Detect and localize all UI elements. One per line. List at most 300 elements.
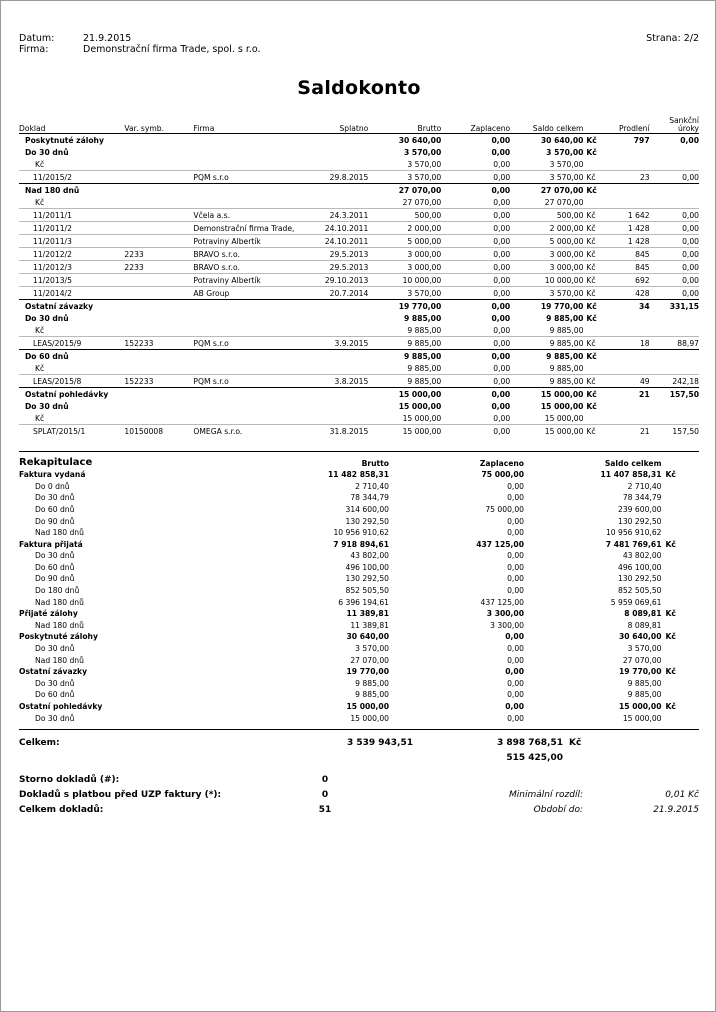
cell-saldo: 3 570,00 [510, 170, 583, 183]
recap-cell-label: Nad 180 dnů [35, 655, 84, 665]
recap-cell-zaplaceno: 0,00 [505, 667, 524, 677]
table-row [19, 336, 699, 349]
cell-currency: Kč [583, 336, 606, 349]
cell-zaplaceno: 0,00 [441, 286, 510, 299]
period-value: 21.9.2015 [653, 805, 699, 816]
cell-firma: OMEGA s.r.o. [193, 424, 305, 437]
cell-brutto: 10 000,00 [368, 273, 441, 286]
cell-currency [583, 196, 606, 209]
cell-zaplaceno: 0,00 [441, 170, 510, 183]
cell-uroky: 0,00 [650, 208, 699, 221]
cell-firma [193, 196, 305, 209]
col-sankcni: Sankční [669, 116, 699, 125]
cell-splatno: 29.10.2013 [305, 273, 368, 286]
celkem-brutto: 3 539 943,51 [346, 737, 413, 748]
recap-row [19, 572, 699, 584]
cell-firma: BRAVO s.r.o. [193, 260, 305, 273]
cell-splatno [305, 400, 368, 412]
recap-cell-saldo: 9 885,00 [627, 678, 662, 688]
cell-brutto: 9 885,00 [368, 374, 441, 387]
cell-uroky: 0,00 [650, 170, 699, 183]
cell-saldo: 15 000,00 [544, 414, 584, 424]
recap-cell-label: Do 60 dnů [35, 562, 75, 572]
recap-cell-currency [662, 502, 700, 514]
recap-cell-brutto: 3 570,00 [355, 644, 389, 654]
recap-group-row [19, 607, 699, 619]
table-group-row [19, 133, 699, 146]
cell-doklad: 11/2011/1 [19, 208, 124, 221]
col-splatno: Splatno [339, 123, 369, 133]
cell-firma: AB Group [193, 286, 305, 299]
recap-cell-label: Do 0 dnů [35, 481, 70, 491]
recap-body [19, 468, 699, 723]
cell-brutto: 9 885,00 [407, 326, 442, 336]
recap-cell-saldo: 130 292,50 [618, 516, 662, 526]
recap-cell-label: Do 90 dnů [35, 516, 75, 526]
footer-table [19, 773, 699, 818]
recap-cell-saldo: 2 710,40 [627, 481, 662, 491]
recap-cell-saldo: 496 100,00 [618, 562, 662, 572]
recap-cell-currency: Kč [665, 539, 676, 549]
cell-zaplaceno: 0,00 [493, 364, 511, 374]
total-docs-value: 51 [318, 805, 332, 816]
recap-section [19, 451, 699, 723]
cell-prodleni [606, 412, 650, 425]
cell-prodleni [606, 158, 650, 171]
cell-doklad: Do 30 dnů [25, 402, 69, 412]
cell-doklad: Do 30 dnů [25, 314, 69, 324]
cell-firma [193, 349, 305, 362]
cell-saldo: 9 885,00 [546, 314, 584, 324]
recap-cell-brutto: 19 770,00 [346, 667, 389, 677]
cell-doklad: Ostatní závazky [19, 299, 124, 312]
cell-zaplaceno: 0,00 [441, 260, 510, 273]
cell-splatno: 3.8.2015 [305, 374, 368, 387]
recap-cell-currency [662, 479, 700, 491]
cell-splatno [305, 158, 368, 171]
page-title: Saldokonto [297, 77, 421, 99]
cell-splatno: 24.10.2011 [305, 221, 368, 234]
recap-cell-brutto: 11 389,81 [350, 620, 389, 630]
table-row [19, 424, 699, 437]
recap-cell-label: Ostatní pohledávky [19, 702, 103, 711]
recap-row [19, 526, 699, 538]
cell-splatno [305, 387, 368, 400]
recap-row [19, 711, 699, 723]
cell-brutto: 30 640,00 [368, 133, 441, 146]
cell-prodleni: 1 642 [606, 208, 650, 221]
cell-var-symb [124, 133, 193, 146]
cell-prodleni: 1 428 [606, 221, 650, 234]
cell-zaplaceno: 0,00 [491, 402, 511, 412]
cell-splatno: 29.8.2015 [305, 170, 368, 183]
table-body [19, 133, 699, 437]
cell-doklad: Poskytnuté zálohy [19, 133, 124, 146]
cell-prodleni: 845 [606, 260, 650, 273]
cell-zaplaceno: 0,00 [493, 198, 511, 208]
recap-cell-brutto: 15 000,00 [350, 713, 389, 723]
cell-brutto: 15 000,00 [402, 414, 442, 424]
recap-group-row [19, 665, 699, 677]
storno-value: 0 [321, 775, 329, 786]
cell-brutto: 15 000,00 [398, 402, 442, 412]
recap-cell-zaplaceno: 75 000,00 [485, 504, 524, 514]
cell-uroky: 88,97 [650, 336, 699, 349]
table-group-row [19, 349, 699, 362]
recap-cell-currency: Kč [665, 702, 676, 711]
cell-currency: Kč [583, 349, 606, 362]
cell-doklad: Nad 180 dnů [19, 183, 124, 196]
recap-row [19, 641, 699, 653]
recap-cell-label: Faktura vydaná [19, 470, 86, 480]
cell-saldo: 9 885,00 [549, 364, 584, 374]
recap-cell-brutto: 6 396 194,61 [338, 597, 389, 607]
cell-var-symb: 2233 [124, 247, 193, 260]
cell-uroky: 0,00 [650, 286, 699, 299]
cell-uroky [650, 312, 699, 324]
recap-cell-currency: Kč [665, 667, 676, 677]
cell-firma [193, 387, 305, 400]
table-header-row [19, 117, 699, 133]
cell-saldo: 27 070,00 [510, 183, 583, 196]
table-subtotal-row [19, 196, 699, 209]
table-row [19, 247, 699, 260]
cell-doklad: Kč [35, 198, 45, 208]
recap-cell-currency [662, 491, 700, 503]
cell-zaplaceno: 0,00 [441, 299, 510, 312]
cell-uroky: 0,00 [650, 221, 699, 234]
cell-uroky [650, 324, 699, 337]
cell-var-symb [124, 299, 193, 312]
cell-zaplaceno: 0,00 [441, 336, 510, 349]
cell-saldo: 3 570,00 [510, 286, 583, 299]
cell-firma: Potraviny Albertík [193, 234, 305, 247]
recap-cell-saldo: 8 089,81 [627, 620, 662, 630]
col-brutto: Brutto [417, 123, 442, 133]
footer-row-docs [19, 803, 699, 818]
cell-currency: Kč [586, 148, 597, 158]
recap-cell-saldo: 43 802,00 [622, 551, 662, 561]
cell-uroky: 242,18 [650, 374, 699, 387]
cell-saldo: 19 770,00 [510, 299, 583, 312]
cell-uroky: 0,00 [650, 247, 699, 260]
table-subtotal-row [19, 362, 699, 375]
recap-cell-brutto: 10 956 910,62 [333, 528, 389, 538]
recap-cell-saldo: 130 292,50 [618, 574, 662, 584]
recap-cell-saldo: 7 481 769,61 [605, 539, 662, 549]
col-firma: Firma [193, 123, 215, 133]
cell-doklad: Do 30 dnů [25, 148, 69, 158]
cell-prodleni [606, 196, 650, 209]
cell-var-symb [124, 196, 193, 209]
col-uroky: úroky [677, 123, 699, 133]
cell-brutto: 3 570,00 [407, 160, 442, 170]
cell-saldo: 9 885,00 [510, 374, 583, 387]
cell-firma: BRAVO s.r.o. [193, 247, 305, 260]
cell-brutto: 15 000,00 [368, 387, 441, 400]
cell-prodleni: 21 [606, 387, 650, 400]
recap-col-zaplaceno: Zaplaceno [479, 458, 524, 468]
cell-doklad: 11/2014/2 [19, 286, 124, 299]
cell-firma [193, 183, 305, 196]
min-diff-label: Minimální rozdíl: [509, 790, 583, 801]
recap-cell-currency [662, 688, 700, 700]
cell-var-symb [124, 324, 193, 337]
recap-cell-saldo: 27 070,00 [622, 655, 662, 665]
cell-currency: Kč [583, 170, 606, 183]
cell-uroky: 0,00 [650, 260, 699, 273]
storno-label: Storno dokladů (#): [19, 775, 120, 786]
recap-cell-currency [662, 526, 700, 538]
cell-firma [193, 362, 305, 375]
totals-section [19, 729, 699, 818]
cell-prodleni [606, 146, 650, 158]
cell-doklad: 11/2012/3 [19, 260, 124, 273]
cell-currency [583, 362, 606, 375]
cell-currency: Kč [583, 247, 606, 260]
cell-zaplaceno: 0,00 [493, 414, 511, 424]
recap-cell-zaplaceno: 0,00 [507, 574, 524, 584]
recap-cell-zaplaceno: 0,00 [507, 690, 524, 700]
recap-row [19, 502, 699, 514]
cell-uroky [650, 183, 699, 196]
recap-cell-zaplaceno: 0,00 [507, 678, 524, 688]
recap-cell-label: Nad 180 dnů [35, 597, 84, 607]
table-group-row [19, 146, 699, 158]
totals-table [19, 733, 699, 763]
recap-cell-label: Do 90 dnů [35, 574, 75, 584]
recap-cell-label: Nad 180 dnů [35, 528, 84, 538]
cell-firma: PQM s.r.o [193, 170, 305, 183]
recap-cell-brutto: 30 640,00 [346, 632, 389, 642]
table-row [19, 170, 699, 183]
uzp-label: Dokladů s platbou před UZP faktury (*): [19, 790, 222, 801]
recap-cell-zaplaceno: 437 125,00 [480, 597, 524, 607]
date-label: Datum: [19, 33, 55, 44]
cell-saldo: 30 640,00 [510, 133, 583, 146]
cell-saldo: 15 000,00 [540, 402, 584, 412]
cell-doklad: 11/2011/2 [19, 221, 124, 234]
recap-cell-currency: Kč [665, 632, 676, 642]
cell-var-symb [124, 234, 193, 247]
recap-col-saldo: Saldo celkem [604, 458, 662, 468]
cell-brutto: 9 885,00 [368, 349, 441, 362]
recap-row [19, 653, 699, 665]
cell-splatno: 24.10.2011 [305, 234, 368, 247]
cell-zaplaceno: 0,00 [441, 183, 510, 196]
cell-currency: Kč [583, 234, 606, 247]
cell-uroky [650, 400, 699, 412]
recap-cell-label: Nad 180 dnů [35, 620, 84, 630]
recap-cell-brutto: 9 885,00 [355, 678, 389, 688]
recap-col-currency [662, 456, 700, 468]
totals-row-secondline [19, 748, 699, 763]
cell-firma [193, 324, 305, 337]
totals-row-celkem [19, 733, 699, 748]
recap-row [19, 583, 699, 595]
cell-saldo: 3 000,00 [510, 260, 583, 273]
footer-row-uzp [19, 788, 699, 803]
cell-currency [583, 324, 606, 337]
footer-block [19, 773, 699, 818]
recap-cell-brutto: 314 600,00 [345, 504, 389, 514]
cell-doklad: LEAS/2015/9 [19, 336, 124, 349]
cell-firma: Včela a.s. [193, 208, 305, 221]
cell-firma [193, 400, 305, 412]
cell-splatno: 3.9.2015 [305, 336, 368, 349]
recap-cell-zaplaceno: 0,00 [507, 562, 524, 572]
recap-cell-zaplaceno: 0,00 [507, 493, 524, 503]
cell-saldo: 3 570,00 [546, 148, 584, 158]
recap-cell-brutto: 78 344,79 [350, 493, 389, 503]
recap-group-row [19, 537, 699, 549]
recap-cell-brutto: 130 292,50 [345, 516, 389, 526]
table-group-row [19, 299, 699, 312]
cell-saldo: 9 885,00 [549, 326, 584, 336]
table-row [19, 260, 699, 273]
cell-brutto: 15 000,00 [368, 424, 441, 437]
recap-cell-saldo: 15 000,00 [618, 702, 662, 711]
cell-zaplaceno: 0,00 [441, 208, 510, 221]
cell-doklad: Kč [35, 326, 45, 336]
cell-doklad: Kč [35, 364, 45, 374]
recap-row [19, 688, 699, 700]
recap-cell-label: Do 180 dnů [35, 586, 80, 596]
recap-header-row [19, 456, 699, 468]
col-zaplaceno: Zaplaceno [470, 123, 511, 133]
recap-cell-saldo: 15 000,00 [622, 713, 662, 723]
cell-uroky: 0,00 [650, 133, 699, 146]
cell-var-symb [124, 146, 193, 158]
cell-splatno [305, 146, 368, 158]
cell-saldo: 3 570,00 [549, 160, 584, 170]
cell-firma [193, 412, 305, 425]
cell-doklad: Kč [35, 414, 45, 424]
recap-row [19, 560, 699, 572]
recap-cell-label: Do 30 dnů [35, 644, 75, 654]
recap-cell-brutto: 11 482 858,31 [327, 470, 389, 480]
recap-cell-saldo: 5 959 069,61 [610, 597, 662, 607]
recap-cell-zaplaceno: 0,00 [507, 586, 524, 596]
cell-currency: Kč [583, 299, 606, 312]
footer-row-storno [19, 773, 699, 788]
cell-splatno [305, 196, 368, 209]
cell-var-symb [124, 400, 193, 412]
table-row [19, 221, 699, 234]
cell-brutto: 3 570,00 [368, 170, 441, 183]
cell-brutto: 27 070,00 [402, 198, 442, 208]
cell-var-symb [124, 362, 193, 375]
recap-row [19, 618, 699, 630]
cell-uroky: 0,00 [650, 234, 699, 247]
recap-cell-currency [662, 618, 700, 630]
cell-saldo: 15 000,00 [510, 424, 583, 437]
cell-var-symb [124, 183, 193, 196]
recap-group-row [19, 630, 699, 642]
cell-zaplaceno: 0,00 [441, 273, 510, 286]
cell-var-symb: 152233 [124, 374, 193, 387]
recap-cell-brutto: 852 505,50 [345, 586, 389, 596]
cell-uroky [650, 362, 699, 375]
recap-cell-zaplaceno: 3 300,00 [490, 620, 524, 630]
cell-var-symb [124, 387, 193, 400]
recap-cell-zaplaceno: 0,00 [505, 702, 524, 711]
cell-brutto: 500,00 [368, 208, 441, 221]
cell-zaplaceno: 0,00 [441, 133, 510, 146]
recap-cell-brutto: 43 802,00 [350, 551, 389, 561]
recap-cell-label: Do 60 dnů [35, 504, 75, 514]
cell-zaplaceno: 0,00 [441, 374, 510, 387]
recap-cell-saldo: 9 885,00 [627, 690, 662, 700]
cell-currency: Kč [583, 260, 606, 273]
cell-currency: Kč [583, 387, 606, 400]
recap-row [19, 676, 699, 688]
recap-group-row [19, 699, 699, 711]
table-subtotal-row [19, 324, 699, 337]
recap-cell-currency [662, 676, 700, 688]
cell-doklad: SPLAT/2015/1 [19, 424, 124, 437]
recap-cell-currency [662, 560, 700, 572]
cell-saldo: 9 885,00 [510, 336, 583, 349]
recap-cell-brutto: 27 070,00 [350, 655, 389, 665]
period-label: Období do: [533, 805, 583, 816]
table-row [19, 273, 699, 286]
cell-saldo: 27 070,00 [544, 198, 584, 208]
recap-col-brutto: Brutto [361, 458, 389, 468]
cell-doklad: 11/2011/3 [19, 234, 124, 247]
cell-prodleni [606, 400, 650, 412]
cell-currency: Kč [583, 183, 606, 196]
table-subtotal-row [19, 158, 699, 171]
col-currency [583, 117, 606, 133]
cell-currency: Kč [583, 221, 606, 234]
cell-saldo: 2 000,00 [510, 221, 583, 234]
cell-var-symb [124, 208, 193, 221]
recap-cell-label: Do 60 dnů [35, 690, 75, 700]
celkem-saldo: 3 898 768,51 [496, 737, 563, 748]
cell-saldo: 15 000,00 [510, 387, 583, 400]
cell-var-symb [124, 312, 193, 324]
cell-splatno: 20.7.2014 [305, 286, 368, 299]
recap-cell-currency [662, 595, 700, 607]
cell-doklad: 11/2012/2 [19, 247, 124, 260]
cell-uroky [650, 196, 699, 209]
recap-cell-label: Faktura přijatá [19, 539, 83, 549]
recap-row [19, 491, 699, 503]
cell-brutto: 9 885,00 [407, 364, 442, 374]
cell-doklad: Kč [35, 160, 45, 170]
recap-row [19, 549, 699, 561]
recap-cell-zaplaceno: 437 125,00 [476, 539, 524, 549]
cell-currency [583, 412, 606, 425]
recap-cell-zaplaceno: 75 000,00 [481, 470, 524, 480]
cell-var-symb: 10150008 [124, 424, 193, 437]
recap-cell-zaplaceno: 0,00 [507, 655, 524, 665]
recap-cell-currency [662, 572, 700, 584]
table-group-row [19, 400, 699, 412]
col-doklad: Doklad [19, 123, 46, 133]
cell-saldo: 9 885,00 [510, 349, 583, 362]
cell-zaplaceno: 0,00 [441, 247, 510, 260]
cell-brutto: 19 770,00 [368, 299, 441, 312]
cell-doklad: Do 60 dnů [19, 349, 124, 362]
recap-cell-saldo: 8 089,81 [624, 609, 662, 619]
table-row [19, 374, 699, 387]
cell-currency: Kč [583, 424, 606, 437]
recap-cell-label: Do 30 dnů [35, 713, 75, 723]
cell-currency: Kč [583, 208, 606, 221]
cell-prodleni: 428 [606, 286, 650, 299]
